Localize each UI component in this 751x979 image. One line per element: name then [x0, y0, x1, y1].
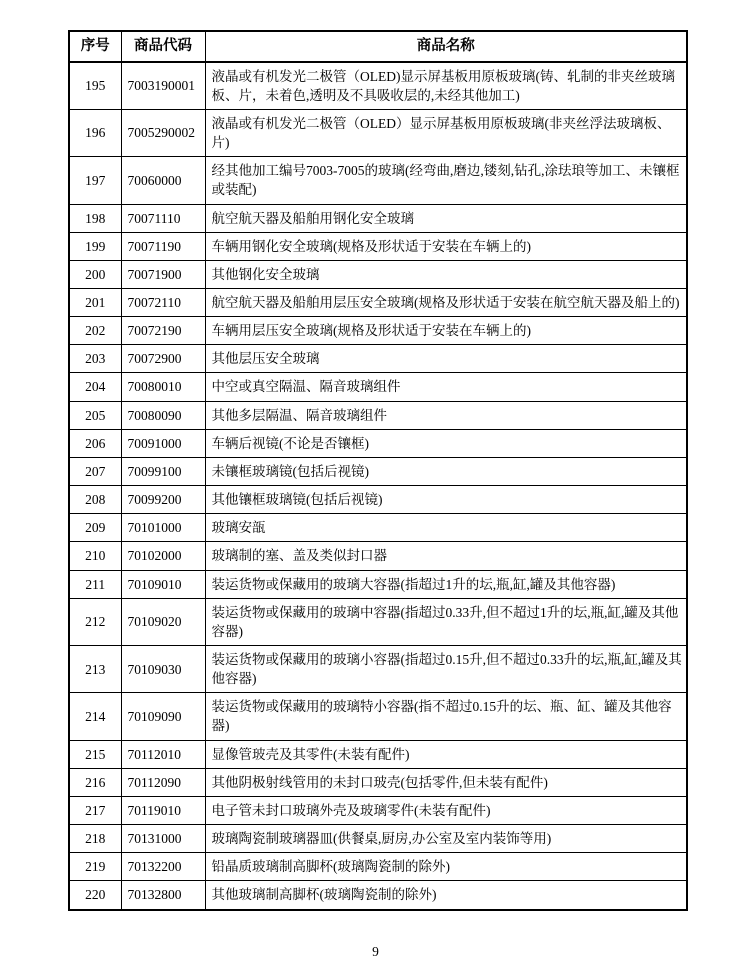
row-serial-number: 197: [69, 157, 121, 204]
row-commodity-code: 7005290002: [121, 109, 205, 156]
row-commodity-code: 70080010: [121, 373, 205, 401]
table-row: [69, 693, 687, 740]
table-row: [69, 825, 687, 853]
row-serial-number: 208: [69, 486, 121, 514]
table-row: [69, 109, 687, 156]
row-commodity-name: 经其他加工编号7003-7005的玻璃(经弯曲,磨边,镂刻,钻孔,涂珐琅等加工、未镶框或装配): [205, 157, 687, 204]
row-commodity-name: 玻璃安瓿: [205, 514, 687, 542]
row-commodity-name: 航空航天器及船舶用钢化安全玻璃: [205, 204, 687, 232]
row-serial-number: 201: [69, 288, 121, 316]
row-commodity-name: 其他钢化安全玻璃: [205, 260, 687, 288]
row-commodity-code: 70132800: [121, 881, 205, 910]
table-row: [69, 853, 687, 881]
row-commodity-name: 铅晶质玻璃制高脚杯(玻璃陶瓷制的除外): [205, 853, 687, 881]
row-commodity-code: 70071110: [121, 204, 205, 232]
row-commodity-name: 其他阴极射线管用的未封口玻壳(包括零件,但未装有配件): [205, 768, 687, 796]
row-commodity-code: 70072190: [121, 317, 205, 345]
page-number: 9: [372, 944, 379, 959]
row-commodity-name: 车辆用层压安全玻璃(规格及形状适于安装在车辆上的): [205, 317, 687, 345]
row-serial-number: 200: [69, 260, 121, 288]
table-row: [69, 62, 687, 110]
row-commodity-code: 70071190: [121, 232, 205, 260]
row-commodity-name: 航空航天器及船舶用层压安全玻璃(规格及形状适于安装在航空航天器及船上的): [205, 288, 687, 316]
row-commodity-code: 70099200: [121, 486, 205, 514]
row-commodity-code: 70071900: [121, 260, 205, 288]
row-serial-number: 209: [69, 514, 121, 542]
row-commodity-name: 其他镶框玻璃镜(包括后视镜): [205, 486, 687, 514]
table-row: [69, 740, 687, 768]
table-row: [69, 288, 687, 316]
row-commodity-code: 70072110: [121, 288, 205, 316]
table-row: [69, 260, 687, 288]
row-serial-number: 204: [69, 373, 121, 401]
table-row: [69, 646, 687, 693]
row-commodity-name: 显像管玻壳及其零件(未装有配件): [205, 740, 687, 768]
row-serial-number: 219: [69, 853, 121, 881]
row-commodity-code: 70102000: [121, 542, 205, 570]
row-serial-number: 212: [69, 598, 121, 645]
column-header-index: 序号: [69, 31, 121, 62]
table-row: [69, 542, 687, 570]
row-serial-number: 216: [69, 768, 121, 796]
row-commodity-code: 70119010: [121, 796, 205, 824]
row-serial-number: 218: [69, 825, 121, 853]
row-serial-number: 214: [69, 693, 121, 740]
row-serial-number: 199: [69, 232, 121, 260]
row-serial-number: 211: [69, 570, 121, 598]
table-row: [69, 401, 687, 429]
commodity-table: [68, 30, 688, 911]
row-commodity-name: 车辆后视镜(不论是否镶框): [205, 429, 687, 457]
row-commodity-code: 7003190001: [121, 62, 205, 110]
row-commodity-code: 70132200: [121, 853, 205, 881]
row-serial-number: 213: [69, 646, 121, 693]
row-commodity-code: 70101000: [121, 514, 205, 542]
row-commodity-name: 液晶或有机发光二极管（OLED）显示屏基板用原板玻璃(非夹丝浮法玻璃板、片): [205, 109, 687, 156]
column-header-code: 商品代码: [121, 31, 205, 62]
row-commodity-code: 70109020: [121, 598, 205, 645]
row-serial-number: 205: [69, 401, 121, 429]
row-commodity-name: 装运货物或保藏用的玻璃特小容器(指不超过0.15升的坛、瓶、缸、罐及其他容器): [205, 693, 687, 740]
row-commodity-code: 70112090: [121, 768, 205, 796]
table-row: [69, 598, 687, 645]
row-serial-number: 220: [69, 881, 121, 910]
row-commodity-name: 其他玻璃制高脚杯(玻璃陶瓷制的除外): [205, 881, 687, 910]
row-commodity-name: 装运货物或保藏用的玻璃大容器(指超过1升的坛,瓶,缸,罐及其他容器): [205, 570, 687, 598]
table-row: [69, 429, 687, 457]
row-commodity-code: 70131000: [121, 825, 205, 853]
row-commodity-code: 70080090: [121, 401, 205, 429]
table-row: [69, 457, 687, 485]
row-commodity-code: 70109090: [121, 693, 205, 740]
row-commodity-code: 70099100: [121, 457, 205, 485]
table-header-row: [69, 31, 687, 62]
row-commodity-name: 其他多层隔温、隔音玻璃组件: [205, 401, 687, 429]
table-row: [69, 345, 687, 373]
row-commodity-code: 70060000: [121, 157, 205, 204]
table-row: [69, 570, 687, 598]
row-commodity-name: 装运货物或保藏用的玻璃小容器(指超过0.15升,但不超过0.33升的坛,瓶,缸,罐及其他容器): [205, 646, 687, 693]
row-commodity-code: 70109010: [121, 570, 205, 598]
row-commodity-name: 车辆用钢化安全玻璃(规格及形状适于安装在车辆上的): [205, 232, 687, 260]
row-serial-number: 206: [69, 429, 121, 457]
row-serial-number: 198: [69, 204, 121, 232]
table-row: [69, 768, 687, 796]
table-row: [69, 317, 687, 345]
row-serial-number: 215: [69, 740, 121, 768]
row-serial-number: 195: [69, 62, 121, 110]
table-row: [69, 157, 687, 204]
table-row: [69, 796, 687, 824]
row-commodity-name: 玻璃制的塞、盖及类似封口器: [205, 542, 687, 570]
row-commodity-name: 装运货物或保藏用的玻璃中容器(指超过0.33升,但不超过1升的坛,瓶,缸,罐及其他容器): [205, 598, 687, 645]
row-commodity-code: 70072900: [121, 345, 205, 373]
table-row: [69, 204, 687, 232]
row-serial-number: 217: [69, 796, 121, 824]
table-row: [69, 881, 687, 910]
row-serial-number: 196: [69, 109, 121, 156]
row-serial-number: 203: [69, 345, 121, 373]
row-commodity-code: 70112010: [121, 740, 205, 768]
row-serial-number: 210: [69, 542, 121, 570]
column-header-name: 商品名称: [205, 31, 687, 62]
row-serial-number: 207: [69, 457, 121, 485]
row-commodity-name: 其他层压安全玻璃: [205, 345, 687, 373]
row-serial-number: 202: [69, 317, 121, 345]
table-body: [69, 62, 687, 910]
row-commodity-name: 未镶框玻璃镜(包括后视镜): [205, 457, 687, 485]
row-commodity-name: 中空或真空隔温、隔音玻璃组件: [205, 373, 687, 401]
table-row: [69, 373, 687, 401]
row-commodity-name: 液晶或有机发光二极管（OLED)显示屏基板用原板玻璃(铸、轧制的非夹丝玻璃板、片，未着色,透明及不具吸收层的,未经其他加工): [205, 62, 687, 110]
table-row: [69, 232, 687, 260]
table-row: [69, 514, 687, 542]
row-commodity-code: 70091000: [121, 429, 205, 457]
row-commodity-code: 70109030: [121, 646, 205, 693]
row-commodity-name: 电子管未封口玻璃外壳及玻璃零件(未装有配件): [205, 796, 687, 824]
row-commodity-name: 玻璃陶瓷制玻璃器皿(供餐桌,厨房,办公室及室内装饰等用): [205, 825, 687, 853]
table-row: [69, 486, 687, 514]
